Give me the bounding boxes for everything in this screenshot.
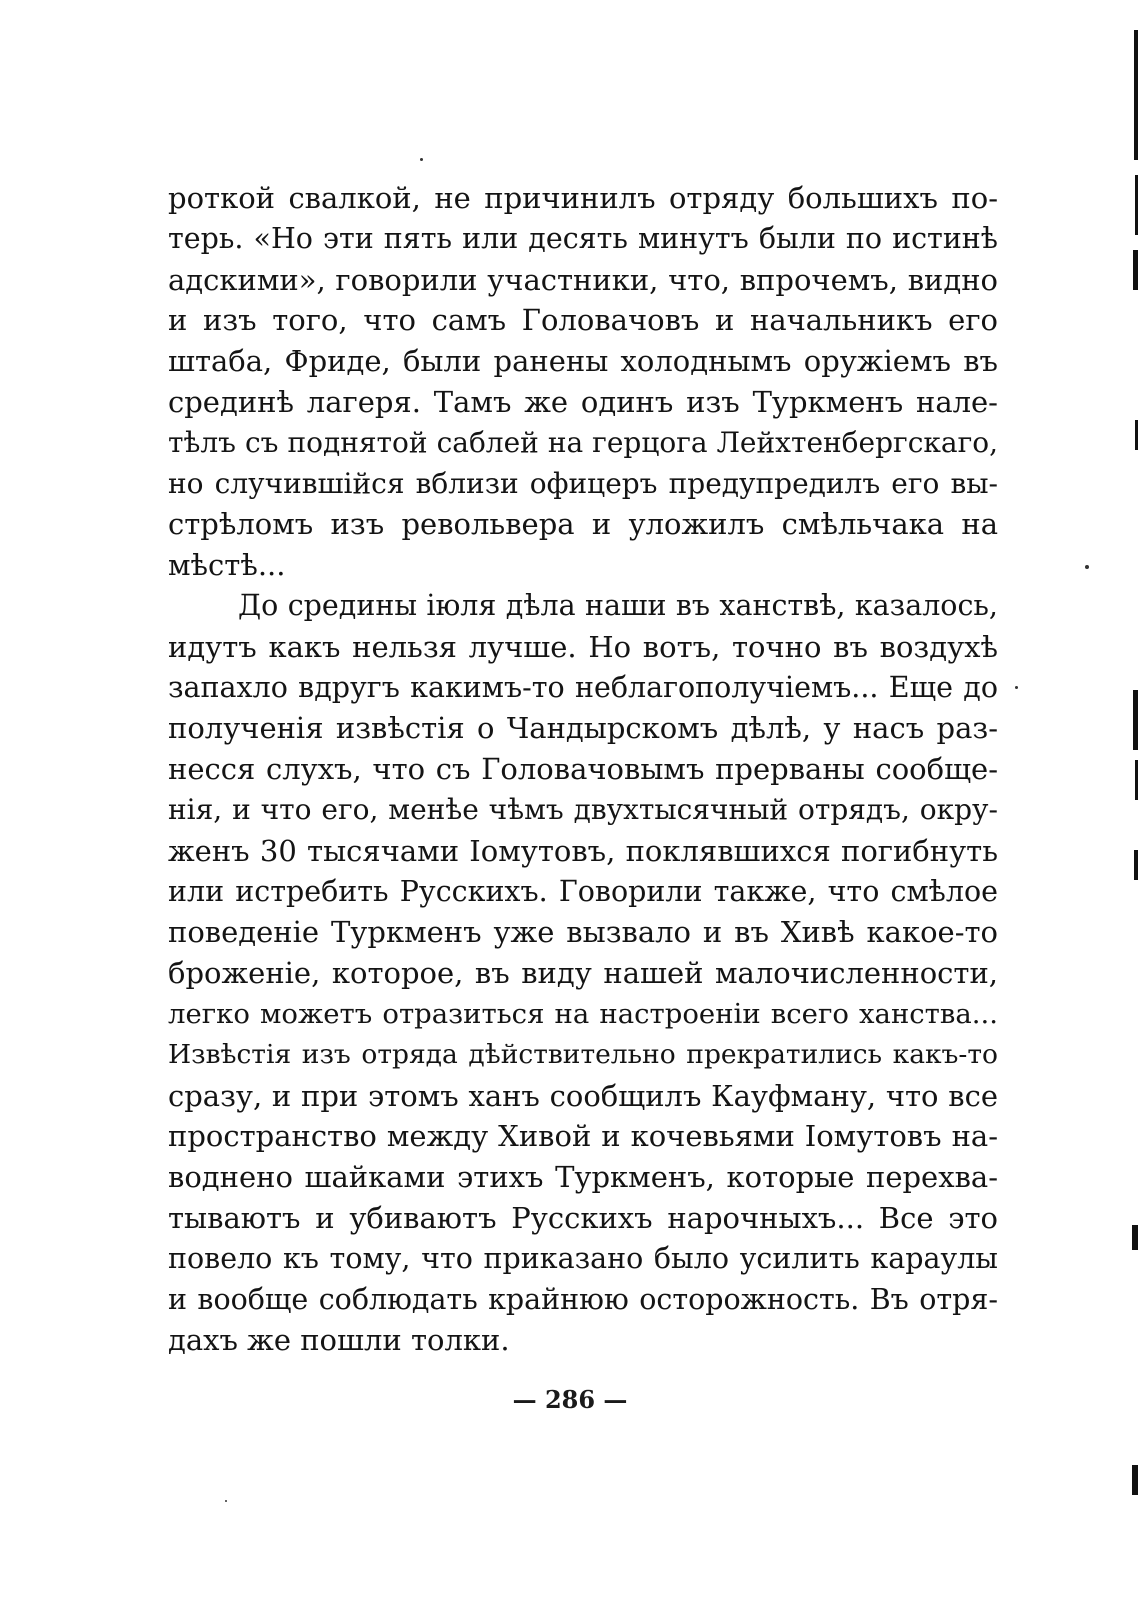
text-line: легко можетъ отразиться на настроеніи всего ханства... — [168, 997, 998, 1030]
paragraph-start-line: До средины іюля дѣла наши въ ханствѣ, казалось, — [238, 588, 998, 622]
text-line: нія, и что его, менѣе чѣмъ двухтысячный отрядъ, окру- — [168, 792, 998, 826]
text-line: идутъ какъ нельзя лучше. Но вотъ, точно въ воздухѣ — [168, 629, 998, 664]
text-line: повело къ тому, что приказано было усилить караулы — [168, 1241, 998, 1275]
page-number: — 286 — — [512, 1385, 628, 1414]
scan-speck — [1085, 565, 1089, 569]
text-line: сразу, и при этомъ ханъ сообщилъ Кауфману, что все — [168, 1078, 998, 1113]
text-line: женъ 30 тысячами Іомутовъ, поклявшихся погибнуть — [168, 833, 998, 868]
text-line: тываютъ и убиваютъ Русскихъ нарочныхъ... Все это — [168, 1200, 998, 1235]
paragraph-end-line: дахъ же пошли толки. — [168, 1323, 510, 1358]
text-line: роткой свалкой, не причинилъ отряду большихъ по- — [168, 181, 998, 215]
text-line: поведеніе Туркменъ уже вызвало и въ Хивѣ какое-то — [168, 915, 998, 950]
text-line: срединѣ лагеря. Тамъ же одинъ изъ Туркменъ нале- — [168, 384, 998, 419]
text-line: стрѣломъ изъ револьвера и уложилъ смѣльчака на — [168, 507, 998, 542]
paragraph-end-line: мѣстѣ... — [168, 548, 286, 583]
scan-edge-shadow — [1126, 0, 1140, 1621]
text-line: адскими», говорили участники, что, впрочемъ, видно — [168, 262, 998, 297]
body-text — [168, 178, 998, 1361]
text-line: полученія извѣстія о Чандырскомъ дѣлѣ, у насъ раз- — [168, 711, 998, 746]
text-line: воднено шайками этихъ Туркменъ, которые перехва- — [168, 1160, 998, 1195]
text-line: пространство между Хивой и кочевьями Іомутовъ на- — [168, 1119, 998, 1154]
text-line: но случившійся вблизи офицеръ предупредилъ его вы- — [168, 466, 998, 500]
text-line: несся слухъ, что съ Головачовымъ прерваны сообще- — [168, 752, 998, 787]
text-line: и вообще соблюдать крайнюю осторожность. Въ отря- — [168, 1282, 998, 1316]
text-line: и изъ того, что самъ Головачовъ и начальникъ его — [168, 303, 998, 338]
text-line: или истребить Русскихъ. Говорили также, что смѣлое — [168, 874, 998, 908]
scan-speck — [1015, 686, 1018, 689]
text-line: штаба, Фриде, были ранены холоднымъ оружіемъ въ — [168, 344, 998, 379]
text-line: тѣлъ съ поднятой саблей на герцога Лейхтенбергскаго, — [168, 425, 998, 459]
text-line: запахло вдругъ какимъ-то неблагополучіемъ... Еще до — [168, 670, 998, 704]
scan-speck — [420, 158, 423, 161]
text-line: Извѣстія изъ отряда дѣйствительно прекратились какъ-то — [168, 1038, 998, 1070]
scan-speck — [225, 1500, 227, 1502]
text-line: терь. «Но эти пять или десять минутъ были по истинѣ — [168, 221, 998, 255]
text-line: броженіе, которое, въ виду нашей малочисленности, — [168, 956, 998, 991]
